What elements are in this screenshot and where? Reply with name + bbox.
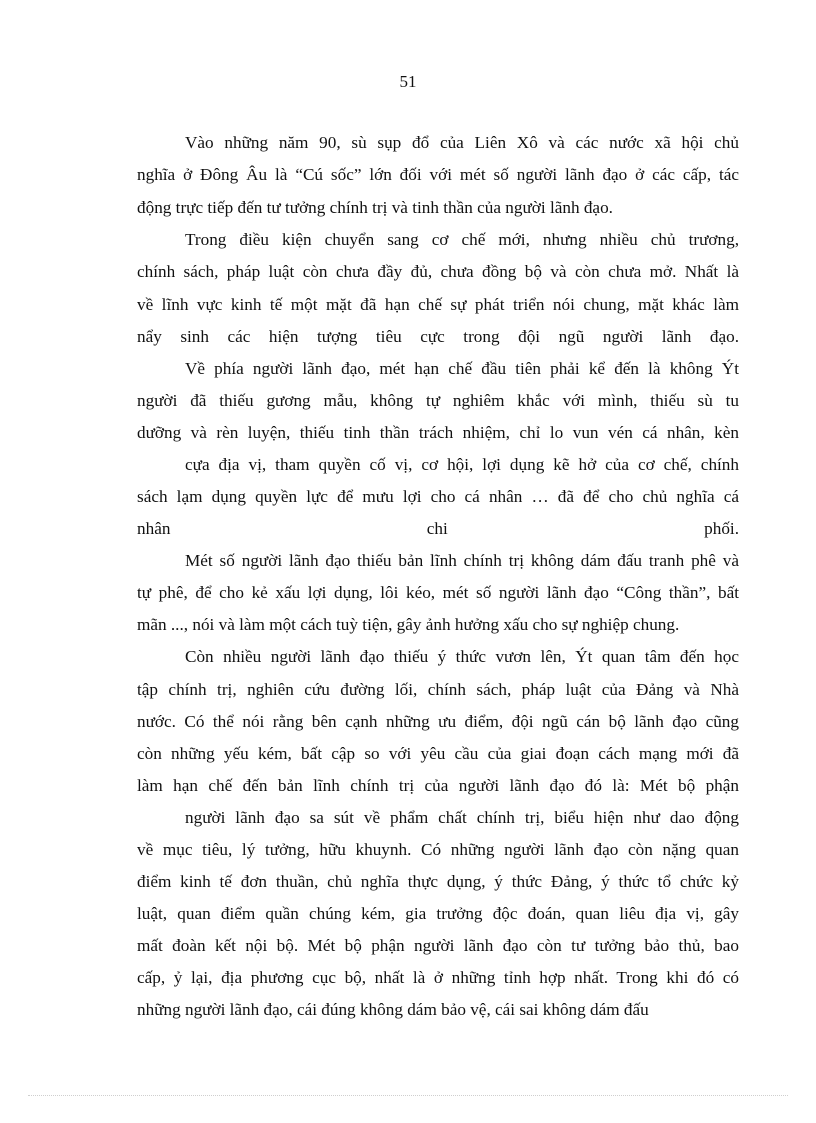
text-line: tập chính trị, nghiên cứu đường lối, chính sách, pháp luật của Đảng và Nhà [137, 680, 739, 699]
text-line: cấp, ỷ lại, địa phương cục bộ, nhất là ở những tỉnh hợp nhất. Trong khi đó có [137, 968, 739, 987]
text-line: mãn ..., nói và làm một cách tuỳ tiện, gây ảnh hưởng xấu cho sự nghiệp chung. [137, 615, 680, 634]
page-number: 51 [399, 72, 417, 91]
text-line: dưỡng và rèn luyện, thiếu tinh thần trách nhiệm, chỉ lo vun vén cá nhân, kèn [137, 423, 739, 442]
text-line: về lĩnh vực kinh tế một mặt đã hạn chế sự phát triển nói chung, mặt khác làm [137, 295, 739, 314]
text-line: người lãnh đạo sa sút về phẩm chất chính trị, biểu hiện như dao động [185, 808, 739, 827]
text-line: Còn nhiều người lãnh đạo thiếu ý thức vươn lên, Ýt quan tâm đến học [185, 647, 739, 666]
text-line: Mét số người lãnh đạo thiếu bản lĩnh chính trị không dám đấu tranh phê và [185, 551, 739, 570]
text-line: còn những yếu kém, bất cập so với yêu cầu của giai đoạn cách mạng mới đã [137, 744, 739, 763]
text-line: mất đoàn kết nội bộ. Mét bộ phận người lãnh đạo còn tư tưởng bảo thủ, bao [137, 936, 739, 955]
text-line: nhân chi phối. [137, 519, 739, 538]
text-line: những người lãnh đạo, cái đúng không dám bảo vệ, cái sai không dám đấu [137, 1000, 649, 1019]
text-line: chính sách, pháp luật còn chưa đầy đủ, chưa đồng bộ và còn chưa mở. Nhất là [137, 262, 739, 281]
text-line: nghĩa ở Đông Âu là “Cú sốc” lớn đối với mét số người lãnh đạo ở các cấp, tác [137, 165, 739, 184]
text-line: sách lạm dụng quyền lực để mưu lợi cho cá nhân … đã để cho chủ nghĩa cá [137, 487, 739, 506]
text-line: Về phía người lãnh đạo, mét hạn chế đầu tiên phải kể đến là không Ýt [185, 359, 739, 378]
text-line: tự phê, để cho kẻ xấu lợi dụng, lôi kéo, mét số người lãnh đạo “Công thần”, bất [137, 583, 739, 602]
text-line: nước. Có thể nói rằng bên cạnh những ưu điểm, đội ngũ cán bộ lãnh đạo cũng [137, 712, 739, 731]
text-line: Vào những năm 90, sù sụp đổ của Liên Xô và các nước xã hội chủ [185, 133, 739, 152]
text-line: động trực tiếp đến tư tưởng chính trị và tinh thần của người lãnh đạo. [137, 198, 613, 217]
text-line: luật, quan điểm quần chúng kém, gia trưởng độc đoán, quan liêu địa vị, gây [137, 904, 739, 923]
text-line: Trong điều kiện chuyển sang cơ chế mới, nhưng nhiều chủ trương, [185, 230, 739, 249]
text-line: người đã thiếu gương mẫu, không tự nghiêm khắc với mình, thiếu sù tu [137, 391, 739, 410]
text-line: nẩy sinh các hiện tượng tiêu cực trong đội ngũ người lãnh đạo. [137, 327, 739, 346]
text-line: làm hạn chế đến bản lĩnh chính trị của người lãnh đạo đó là: Mét bộ phận [137, 776, 739, 795]
text-line: điểm kinh tế đơn thuần, chủ nghĩa thực dụng, ý thức Đảng, ý thức tổ chức kỷ [137, 872, 739, 891]
text-line: về mục tiêu, lý tưởng, hữu khuynh. Có những người lãnh đạo còn nặng quan [137, 840, 739, 859]
footer-divider [28, 1095, 788, 1096]
text-line: cựa địa vị, tham quyền cố vị, cơ hội, lợi dụng kẽ hở của cơ chế, chính [185, 455, 739, 474]
